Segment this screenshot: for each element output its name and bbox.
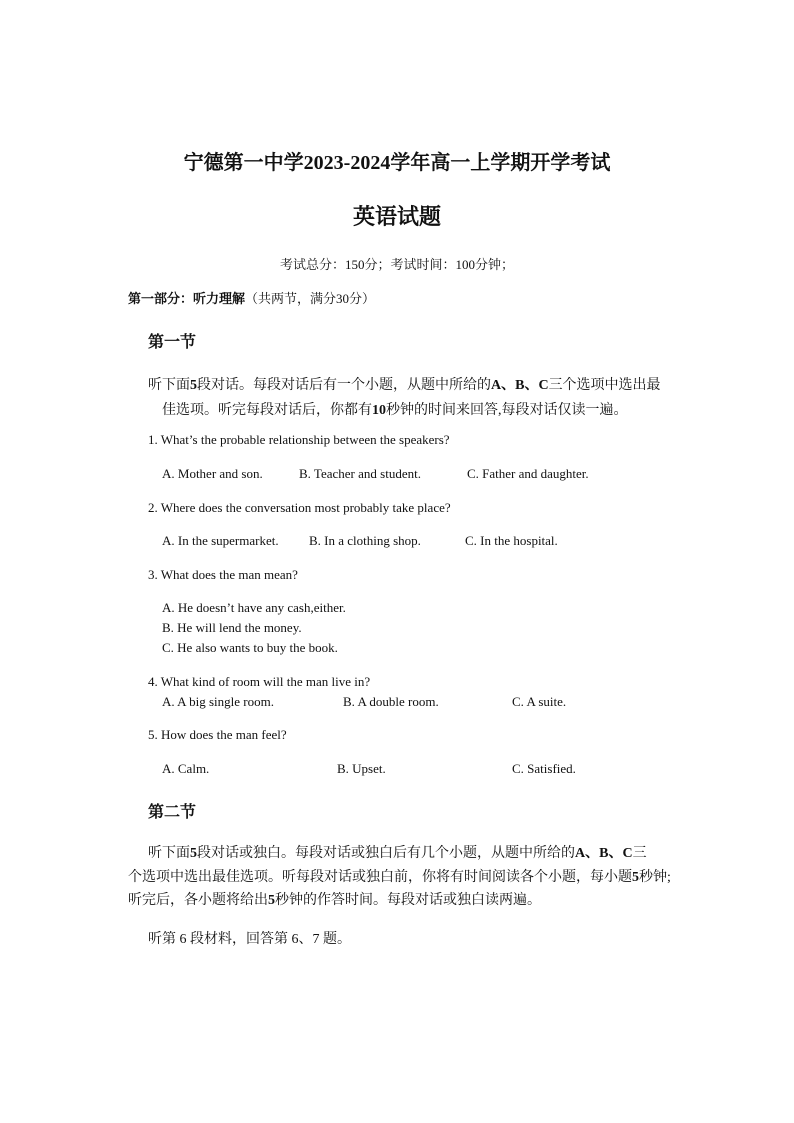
section2-instruction-line1: [148, 842, 647, 862]
section2-instruction-line3: [128, 889, 541, 909]
q5-option-a: A. Calm.: [162, 761, 210, 776]
question-1: 1. What’s the probable relationship between the speakers?: [148, 432, 450, 447]
text: 三: [632, 846, 647, 861]
q2-option-b: B. In a clothing shop.: [309, 533, 421, 548]
text: 三个选项中选出最: [548, 378, 661, 393]
q4-option-c: C. A suite.: [512, 694, 567, 709]
exam-title: 宁德第一中学2023-2024学年高一上学期开学考试: [183, 152, 611, 174]
question-5: 5. How does the man feel?: [148, 727, 287, 742]
q3-option-a: A. He doesn’t have any cash,either.: [162, 600, 346, 615]
num: 5: [190, 378, 197, 393]
text: 秒钟的作答时间。每段对话或独白读两遍。: [275, 893, 541, 908]
question-3: 3. What does the man mean?: [148, 567, 298, 582]
text: 段对话或独白。每段对话或独白后有几个小题，从题中所给的: [197, 846, 575, 861]
text: 听下面: [148, 378, 190, 393]
q4-option-b: B. A double room.: [343, 694, 439, 709]
exam-subtitle: 英语试题: [352, 204, 441, 229]
section1-heading: 第一节: [148, 334, 197, 351]
exam-info: 考试总分：150分；考试时间：100分钟；: [279, 257, 514, 272]
q5-option-b: B. Upset.: [337, 761, 386, 776]
num: 5: [632, 870, 639, 885]
part1-heading-rest: （共两节，满分30分）: [245, 291, 376, 306]
text: 秒钟;: [639, 870, 671, 885]
question-2: 2. Where does the conversation most probably take place?: [148, 500, 451, 515]
q4-option-a: A. A big single room.: [162, 694, 274, 709]
num: 10: [372, 403, 386, 418]
q3-option-c: C. He also wants to buy the book.: [162, 640, 338, 655]
q1-option-c: C. Father and daughter.: [467, 466, 589, 481]
text: 听完后，各小题将给出: [128, 893, 268, 908]
part1-heading: [128, 288, 375, 307]
q2-option-a: A. In the supermarket.: [162, 533, 279, 548]
abc: A、B、C: [491, 378, 549, 393]
question-4: 4. What kind of room will the man live in?: [148, 674, 371, 689]
q2-option-c: C. In the hospital.: [465, 533, 558, 548]
text: 段对话。每段对话后有一个小题，从题中所给的: [197, 378, 491, 393]
section2-instruction-line2: [128, 866, 671, 886]
text: 秒钟的时间来回答,每段对话仅读一遍。: [386, 403, 628, 418]
section1-instruction-line2: [162, 399, 628, 419]
section1-instruction-line1: [148, 374, 661, 394]
text: 佳选项。听完每段对话后，你都有: [162, 403, 372, 418]
q1-option-a: A. Mother and son.: [162, 466, 263, 481]
abc: A、B、C: [575, 846, 633, 861]
part1-heading-bold: 第一部分：听力理解: [128, 291, 246, 306]
section2-heading: 第二节: [148, 804, 197, 821]
q5-option-c: C. Satisfied.: [512, 761, 576, 776]
text: 听下面: [148, 846, 190, 861]
num: 5: [268, 893, 275, 908]
num: 5: [190, 846, 197, 861]
text: 个选项中选出最佳选项。听每段对话或独白前，你将有时间阅读各个小题，每小题: [128, 870, 632, 885]
q3-option-b: B. He will lend the money.: [162, 620, 302, 635]
listen-6-instruction: 听第 6 段材料，回答第 6、7 题。: [148, 932, 351, 947]
q1-option-b: B. Teacher and student.: [299, 466, 421, 481]
